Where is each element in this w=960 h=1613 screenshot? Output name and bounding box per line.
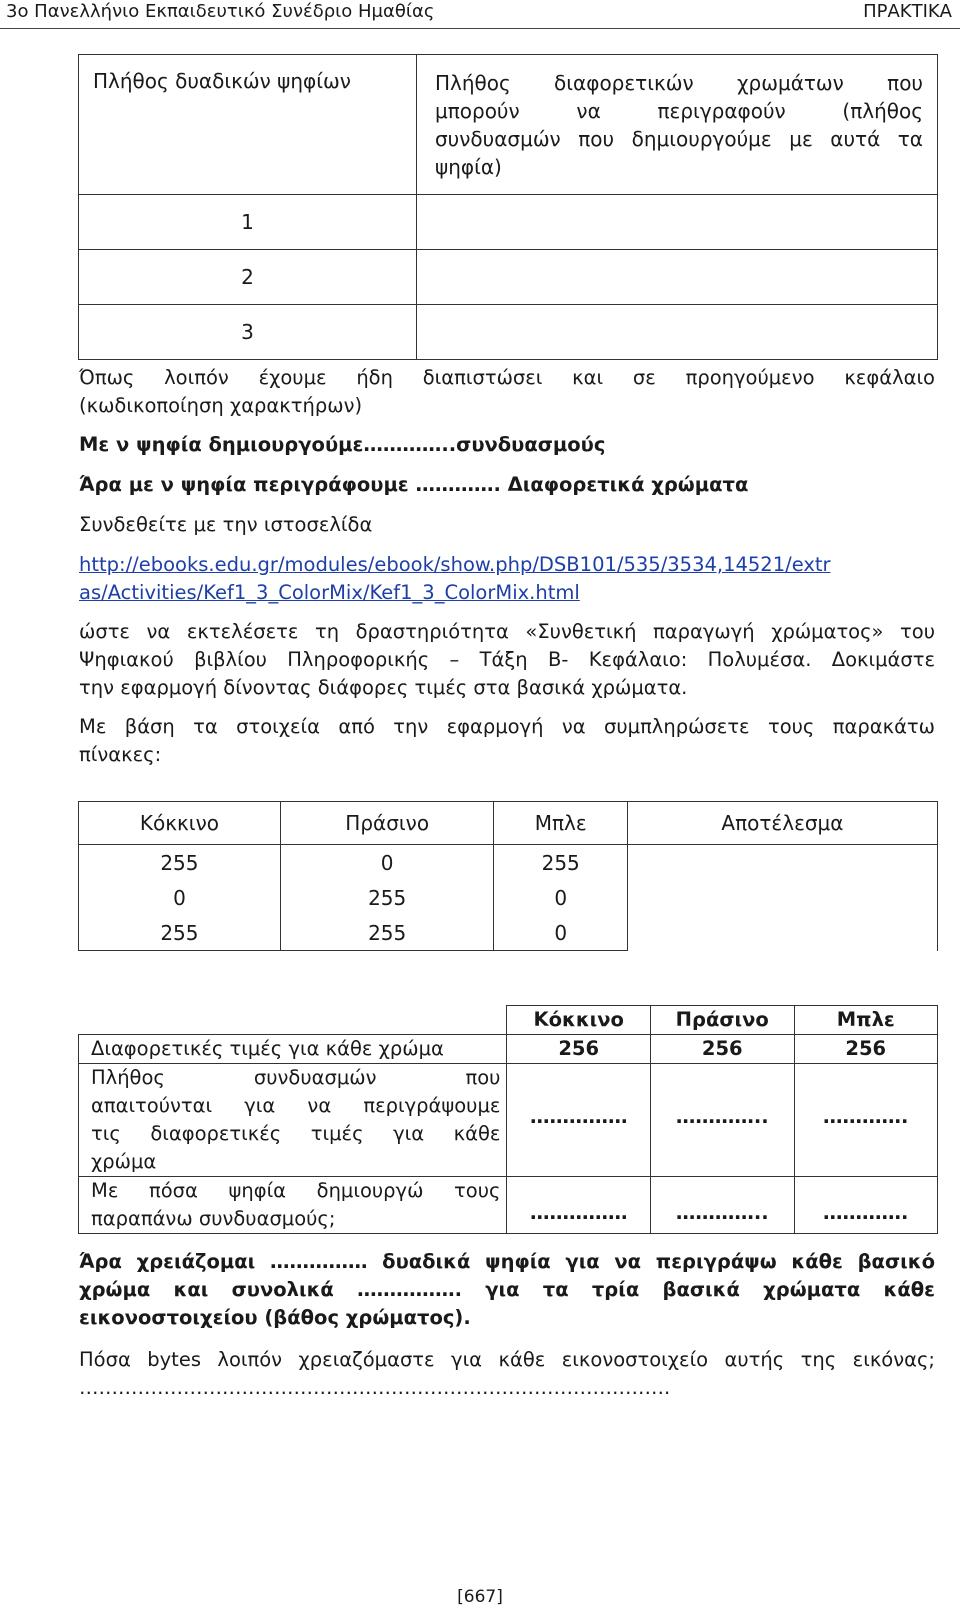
red-value: 255 bbox=[79, 915, 281, 951]
link-line[interactable]: http://ebooks.edu.gr/modules/ebook/show.php/DSB101/535/3534,14521/extr bbox=[79, 553, 831, 576]
paragraph-activity bbox=[79, 618, 935, 702]
header-section: ΠΡΑΚΤΙΚΑ bbox=[863, 1, 952, 22]
row-label bbox=[79, 1177, 507, 1234]
text-line: Πόσα bytes λοιπόν χρειαζόμαστε για κάθε εικονοστοιχείο αυτής της εικόνας; bbox=[79, 1348, 935, 1371]
header-line: Πλήθος διαφορετικών χρωμάτων που bbox=[435, 71, 923, 95]
table-row bbox=[79, 250, 938, 305]
header-result: Αποτέλεσμα bbox=[627, 802, 937, 845]
header-line: ψηφία) bbox=[435, 155, 502, 179]
blue-value: 0 bbox=[494, 880, 627, 915]
row-label: Διαφορετικές τιμές για κάθε χρώμα bbox=[79, 1035, 507, 1064]
conference-title: 3ο Πανελλήνιο Εκπαιδευτικό Συνέδριο Ημαθίας bbox=[6, 1, 435, 22]
row-label bbox=[79, 1064, 507, 1177]
answer-cell[interactable] bbox=[417, 250, 938, 305]
red-value: 255 bbox=[79, 845, 281, 881]
red-value: 0 bbox=[79, 880, 281, 915]
value-cell: 256 bbox=[507, 1035, 651, 1064]
table-row bbox=[79, 195, 938, 250]
text-line: Όπως λοιπόν έχουμε ήδη διαπιστώσει και σε προηγούμενο κεφάλαιο bbox=[79, 366, 935, 389]
label-line: απαιτούνται για να περιγράψουμε bbox=[91, 1094, 501, 1117]
fill-blank-cell[interactable]: …………. bbox=[794, 1064, 937, 1177]
table-header-row bbox=[79, 1006, 938, 1035]
link-line[interactable]: as/Activities/Kef1_3_ColorMix/Kef1_3_ColorMix.html bbox=[79, 581, 580, 604]
header-green: Πράσινο bbox=[280, 802, 494, 845]
fill-blank-cell[interactable]: ………….. bbox=[650, 1177, 794, 1234]
text-line: εικονοστοιχείου (βάθος χρώματος). bbox=[79, 1306, 471, 1329]
text-line: (κωδικοποίηση χαρακτήρων) bbox=[79, 394, 363, 417]
text-line: ώστε να εκτελέσετε τη δραστηριότητα «Συνθετική παραγωγή χρώματος» του bbox=[79, 620, 935, 643]
answer-dots-line[interactable]: ………………………………………………………………………………. bbox=[79, 1376, 671, 1399]
header-blue: Μπλε bbox=[494, 802, 627, 845]
label-line: παραπάνω συνδυασμούς; bbox=[91, 1207, 336, 1230]
text-line: Άρα χρειάζομαι …………… δυαδικά ψηφία για να περιγράψω κάθε βασικό bbox=[79, 1250, 935, 1273]
blue-value: 255 bbox=[494, 845, 627, 881]
bits-colors-table bbox=[78, 54, 938, 360]
table-row bbox=[79, 845, 938, 881]
result-cell[interactable] bbox=[627, 845, 937, 951]
text-line: Με βάση τα στοιχεία από την εφαρμογή να συμπληρώσετε τους παρακάτω bbox=[79, 715, 935, 738]
bold-statement-combinations: Με ν ψηφία δημιουργούμε…………..συνδυασμούς bbox=[79, 433, 606, 456]
text-line: την εφαρμογή δίνοντας διάφορες τιμές στα βασικά χρώματα. bbox=[79, 676, 688, 699]
label-line: Με πόσα ψηφία δημιουργώ τους bbox=[91, 1179, 501, 1202]
rgb-values-table bbox=[78, 801, 938, 951]
empty-corner-cell bbox=[79, 1006, 507, 1035]
green-value: 255 bbox=[280, 880, 494, 915]
table-header-row bbox=[79, 802, 938, 845]
question-paragraph bbox=[79, 1346, 935, 1402]
green-value: 255 bbox=[280, 915, 494, 951]
value-cell: 256 bbox=[650, 1035, 794, 1064]
table-row bbox=[79, 1064, 938, 1177]
green-value: 0 bbox=[280, 845, 494, 881]
activity-link[interactable] bbox=[79, 551, 935, 607]
bits-cell: 3 bbox=[79, 305, 417, 360]
text-line: χρώμα και συνολικά ……………. για τα τρία βασικά χρώματα κάθε bbox=[79, 1278, 935, 1301]
answer-cell[interactable] bbox=[417, 305, 938, 360]
fill-blank-cell[interactable]: …………… bbox=[507, 1064, 651, 1177]
header-line: μπορούν να περιγραφούν (πλήθος bbox=[435, 99, 923, 123]
table-header-row bbox=[79, 55, 938, 195]
table-row bbox=[79, 1035, 938, 1064]
paragraph-intro bbox=[79, 364, 935, 420]
combinations-table bbox=[78, 1005, 938, 1234]
text-line: Ψηφιακού βιβλίου Πληροφορικής – Τάξη Β- Κεφάλαιο: Πολυμέσα. Δοκιμάστε bbox=[79, 648, 935, 671]
value-cell: 256 bbox=[794, 1035, 937, 1064]
table-row bbox=[79, 305, 938, 360]
header-blue: Μπλε bbox=[794, 1006, 937, 1035]
header-line: συνδυασμών που δημιουργούμε με αυτά τα bbox=[435, 127, 923, 151]
label-line: χρώμα bbox=[91, 1150, 157, 1173]
bits-cell: 2 bbox=[79, 250, 417, 305]
header-red: Κόκκινο bbox=[79, 802, 281, 845]
header-green: Πράσινο bbox=[650, 1006, 794, 1035]
header-cell-colors bbox=[417, 55, 938, 195]
page-number: [667] bbox=[457, 1587, 503, 1607]
fill-blank-cell[interactable]: ………….. bbox=[650, 1064, 794, 1177]
header-red: Κόκκινο bbox=[507, 1006, 651, 1035]
text-line: πίνακες: bbox=[79, 743, 162, 766]
table-row bbox=[79, 1177, 938, 1234]
conclusion-paragraph bbox=[79, 1248, 935, 1332]
page-header bbox=[0, 0, 960, 29]
label-line: τις διαφορετικές τιμές για κάθε bbox=[91, 1122, 501, 1145]
answer-cell[interactable] bbox=[417, 195, 938, 250]
label-line: Πλήθος συνδυασμών που bbox=[91, 1066, 501, 1089]
fill-blank-cell[interactable]: …………… bbox=[507, 1177, 651, 1234]
fill-blank-cell[interactable]: …………. bbox=[794, 1177, 937, 1234]
connect-text: Συνδεθείτε με την ιστοσελίδα bbox=[79, 513, 373, 536]
header-cell-bits: Πλήθος δυαδικών ψηφίων bbox=[79, 55, 417, 195]
bits-cell: 1 bbox=[79, 195, 417, 250]
paragraph-instructions bbox=[79, 713, 935, 769]
bold-statement-colors: Άρα με ν ψηφία περιγράφουμε …………. Διαφορετικά χρώματα bbox=[79, 473, 749, 496]
blue-value: 0 bbox=[494, 915, 627, 951]
